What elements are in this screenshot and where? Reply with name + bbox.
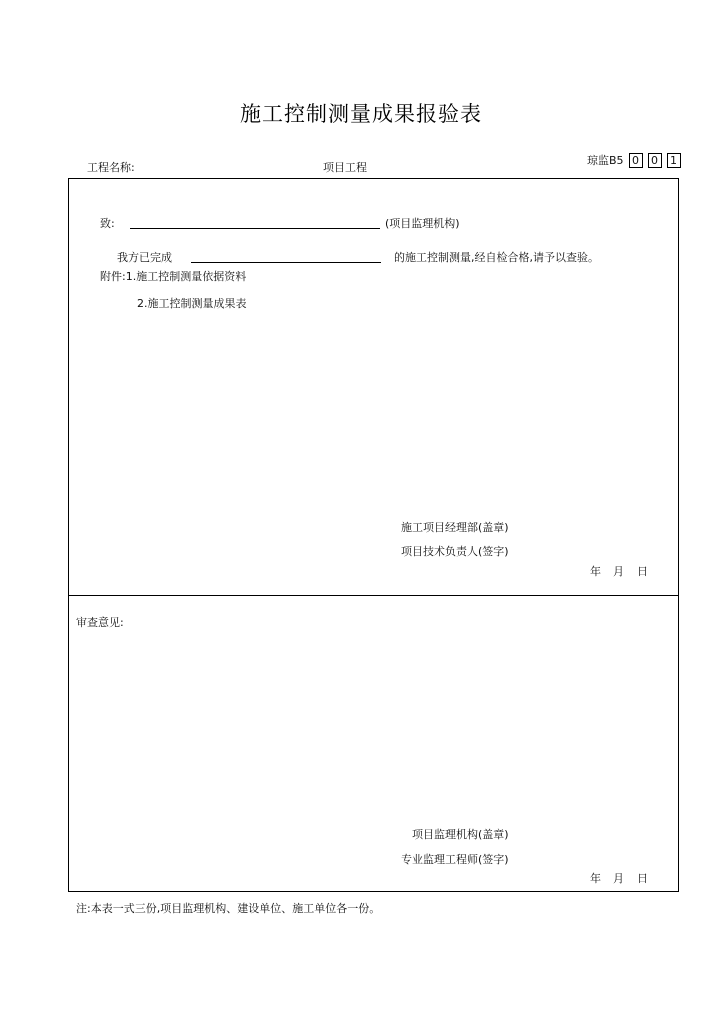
form-code <box>587 152 681 168</box>
review-date-day: 日 <box>637 872 648 885</box>
form-code-digit-1: 0 <box>629 153 643 168</box>
attachment-2: 2.施工控制测量成果表 <box>137 297 247 310</box>
review-label: 审查意见: <box>76 616 124 629</box>
section-divider <box>68 595 679 596</box>
completed-work-line[interactable] <box>191 262 381 263</box>
date-month: 月 <box>613 565 624 578</box>
form-code-digit-2: 0 <box>648 153 662 168</box>
project-name-value: 项目工程 <box>323 161 367 174</box>
form-frame <box>68 178 679 892</box>
date-year: 年 <box>590 565 601 578</box>
page-title: 施工控制测量成果报验表 <box>240 102 482 126</box>
completed-suffix: 的施工控制测量,经自检合格,请予以查验。 <box>394 251 599 264</box>
review-date-month: 月 <box>613 872 624 885</box>
to-label: 致: <box>100 217 115 230</box>
form-code-prefix: 琼监B5 <box>587 154 624 167</box>
attachment-1: 附件:1.施工控制测量依据资料 <box>100 270 247 283</box>
sign-supervision-org: 项目监理机构(盖章) <box>412 828 509 841</box>
sign-dept: 施工项目经理部(盖章) <box>401 521 509 534</box>
review-date-year: 年 <box>590 872 601 885</box>
recipient-suffix: (项目监理机构) <box>385 217 460 230</box>
completed-prefix: 我方已完成 <box>117 251 172 264</box>
sign-supervision-engineer: 专业监理工程师(签字) <box>401 853 509 866</box>
date-day: 日 <box>637 565 648 578</box>
footnote: 注:本表一式三份,项目监理机构、建设单位、施工单位各一份。 <box>76 902 381 915</box>
recipient-line[interactable] <box>130 228 380 229</box>
project-name-label: 工程名称: <box>87 161 135 174</box>
form-code-digit-3: 1 <box>667 153 681 168</box>
sign-tech-lead: 项目技术负责人(签字) <box>401 545 509 558</box>
